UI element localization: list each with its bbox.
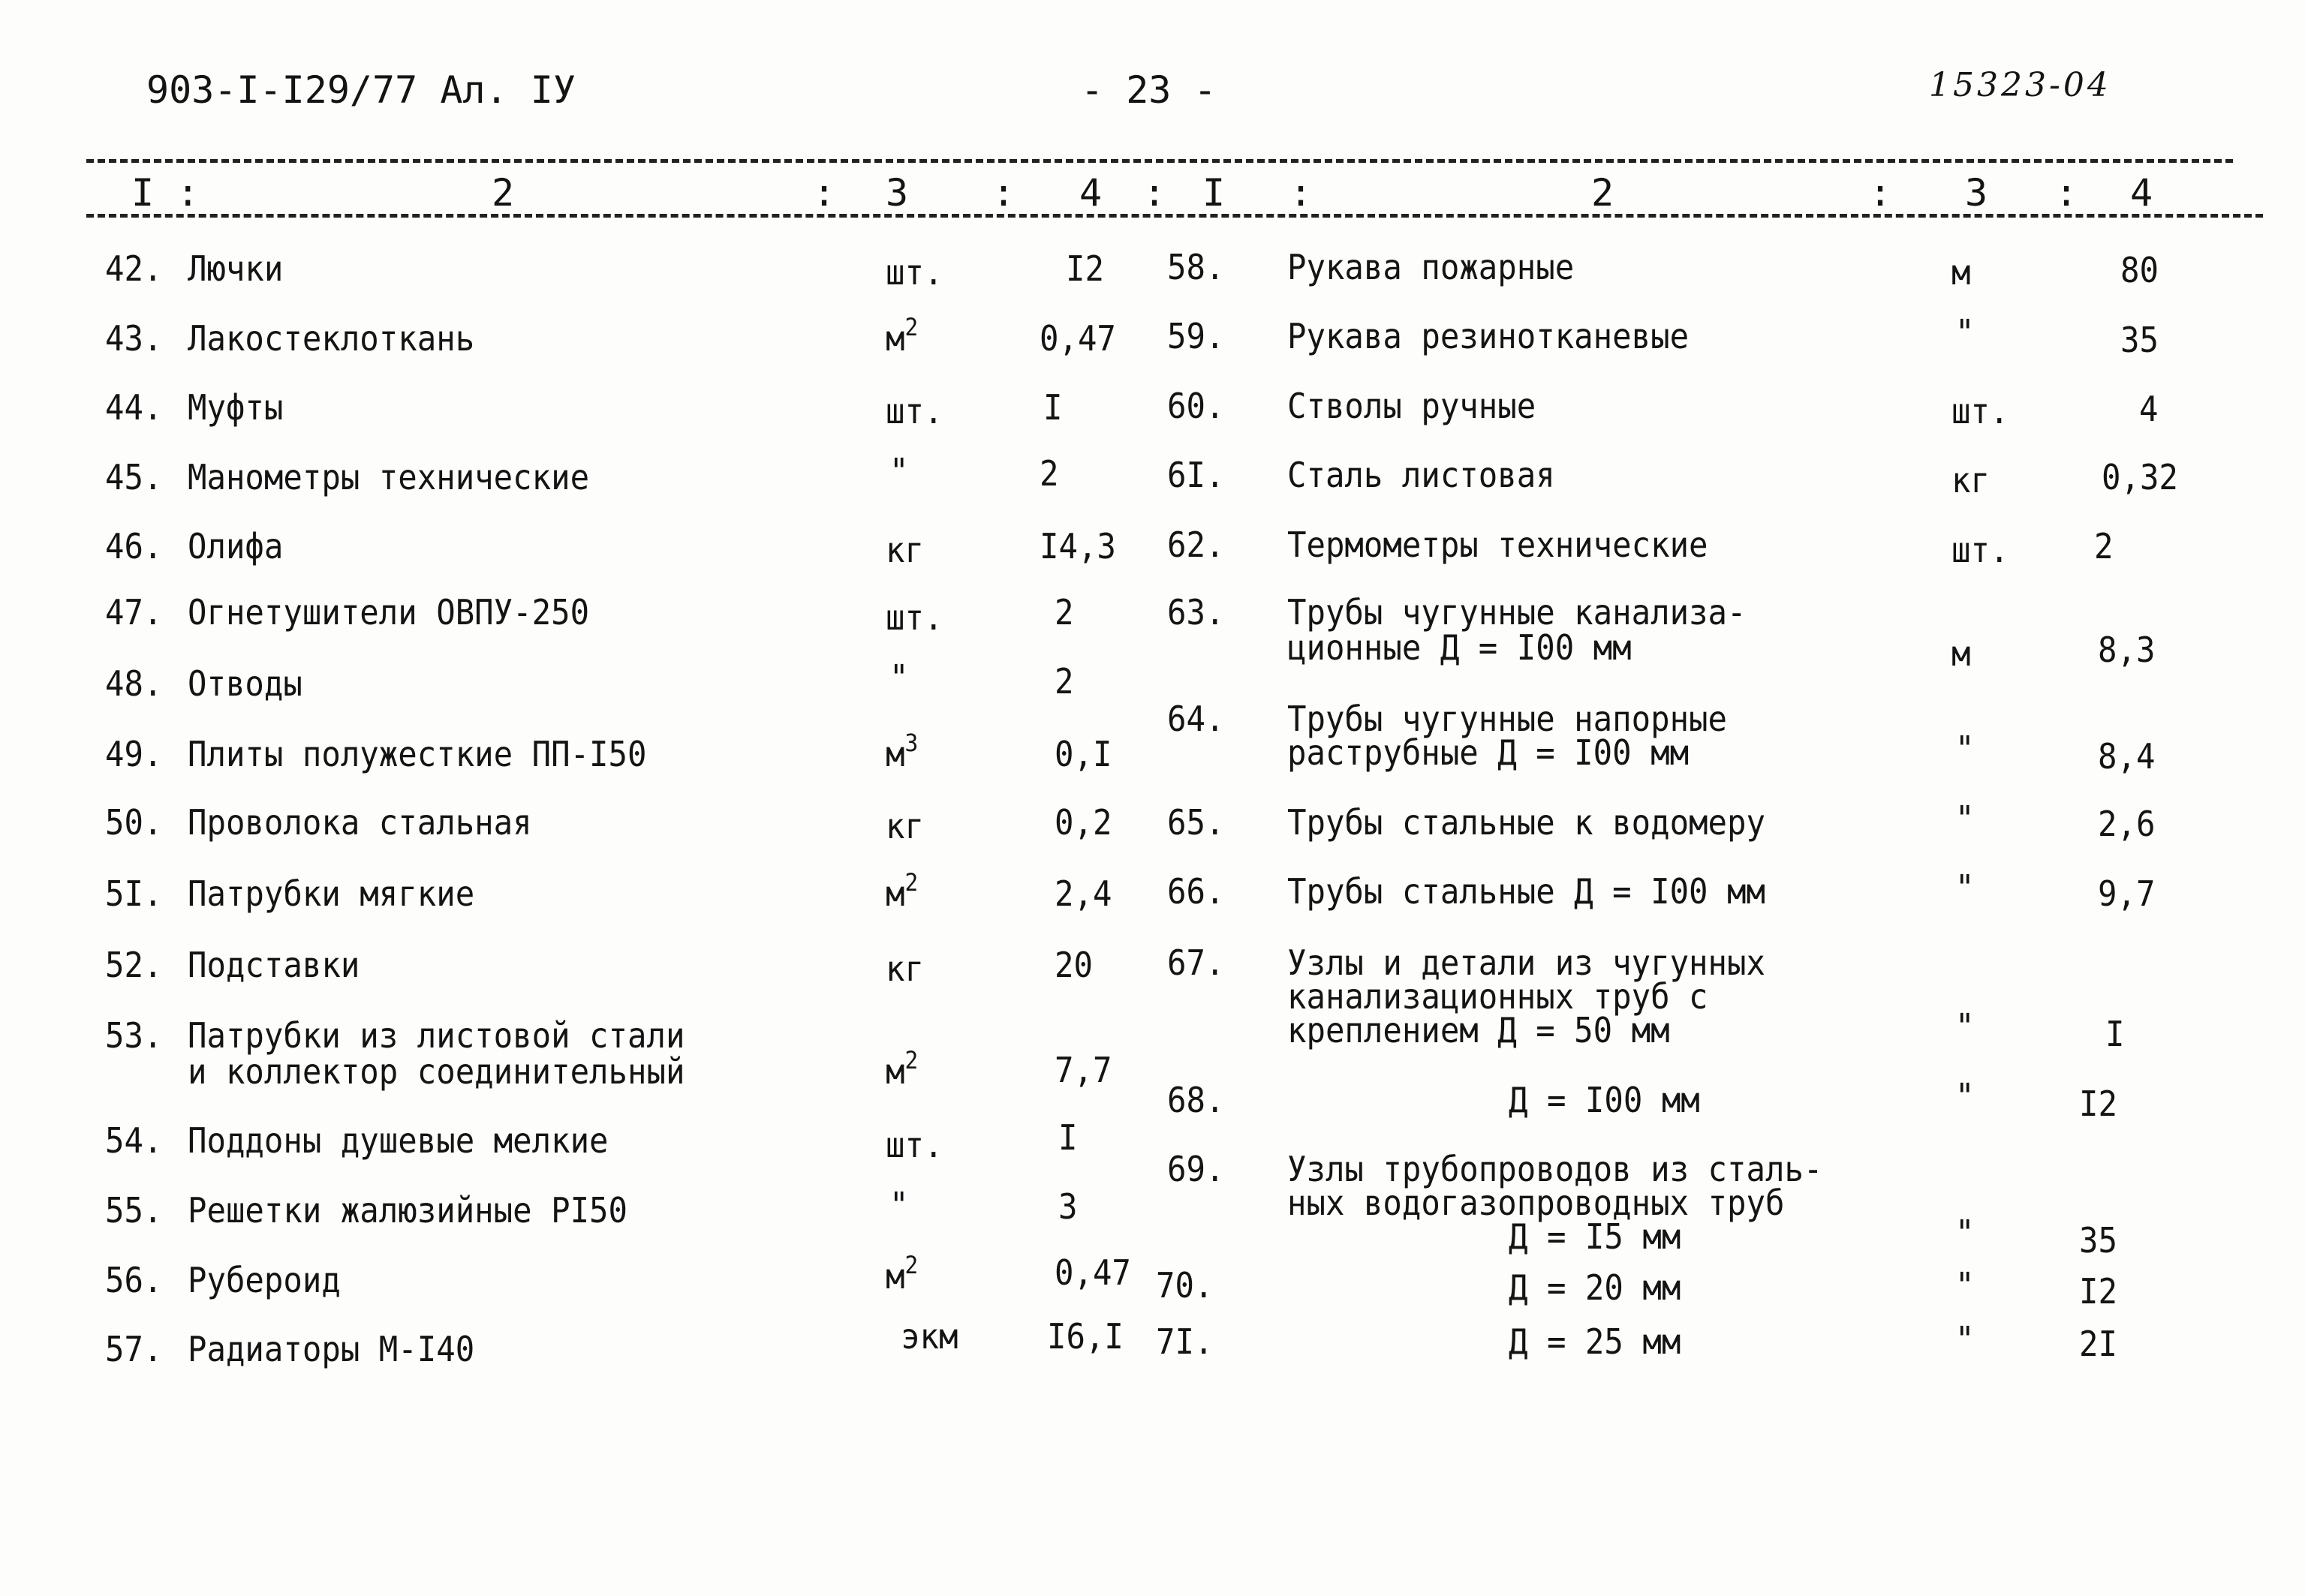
item-name: Отводы (188, 663, 302, 704)
item-number: 65. (1167, 802, 1225, 843)
item-name-continued: раструбные Д = I00 мм (1287, 732, 1690, 773)
item-quantity: 4 (2139, 389, 2159, 429)
item-unit: кг (886, 948, 924, 989)
item-unit: шт. (1951, 530, 2009, 570)
item-number: 66. (1167, 871, 1225, 912)
item-quantity: 2 (2094, 526, 2114, 567)
item-unit: " (1955, 1006, 1975, 1047)
item-unit: экм (901, 1316, 958, 1357)
item-name: Д = 25 мм (1509, 1321, 1681, 1362)
item-quantity: 2 (1055, 661, 1074, 702)
item-number: 45. (105, 457, 163, 497)
item-name: Лакостеклоткань (188, 318, 475, 359)
item-number: 44. (105, 387, 163, 428)
col-num-3-right: 3 (1965, 171, 1988, 215)
item-name: Трубы чугунные напорные (1287, 699, 1728, 739)
col-sep-right-a: : (1289, 171, 1313, 215)
item-number: 70. (1156, 1265, 1214, 1306)
item-unit: " (889, 451, 909, 491)
item-name: Рубероид (188, 1260, 341, 1300)
item-unit: шт. (886, 252, 943, 293)
item-name-continued: ных водогазопроводных труб (1287, 1183, 1785, 1223)
col-num-3-left: 3 (886, 171, 909, 215)
item-quantity: 0,47 (1040, 318, 1116, 359)
item-name: Д = 20 мм (1509, 1267, 1681, 1308)
item-unit: кг (1951, 460, 1990, 500)
item-unit: " (1955, 1265, 1975, 1306)
item-name: Муфты (188, 387, 284, 428)
item-quantity: 35 (2079, 1220, 2117, 1261)
item-name: Трубы стальные к водомеру (1287, 802, 1765, 843)
item-number: 43. (105, 318, 163, 359)
item-name: Патрубки из листовой стали (188, 1015, 685, 1056)
item-number: 50. (105, 802, 163, 843)
item-quantity: 0,I (1055, 734, 1112, 774)
item-name: Лючки (188, 248, 284, 289)
header-bottom-rule (86, 214, 2263, 218)
item-name-continued: креплением Д = 50 мм (1287, 1010, 1670, 1050)
item-quantity: I2 (1066, 248, 1104, 289)
item-unit: " (1955, 312, 1975, 353)
item-quantity: I (1058, 1117, 1078, 1158)
item-name: Проволока стальная (188, 802, 532, 843)
header-top-rule (86, 159, 2233, 163)
item-unit: $м^2$ (886, 868, 919, 914)
item-unit: " (889, 1185, 909, 1225)
item-quantity: 7,7 (1055, 1050, 1112, 1090)
item-number: 52. (105, 945, 163, 985)
item-unit: шт. (886, 1125, 943, 1165)
item-name: Рукава пожарные (1287, 247, 1575, 287)
item-unit: шт. (886, 597, 943, 638)
item-name: Узлы и детали из чугунных (1287, 942, 1765, 983)
item-number: 58. (1167, 247, 1225, 287)
col-sep-left-a: : (813, 171, 836, 215)
item-name: Поддоны душевые мелкие (188, 1120, 609, 1161)
item-unit: $м^2$ (886, 1046, 919, 1092)
item-quantity: 3 (1058, 1186, 1078, 1227)
item-name: Патрубки мягкие (188, 873, 475, 914)
item-name: Решетки жалюзийные PI50 (188, 1190, 628, 1231)
item-quantity: 20 (1055, 945, 1093, 985)
item-number: 49. (105, 734, 163, 774)
item-unit: м (1951, 633, 1971, 674)
item-name-continued: Д = I5 мм (1509, 1216, 1681, 1257)
item-number: 64. (1167, 699, 1225, 739)
document-code: 903-I-I29/77 Ал. IУ (146, 68, 576, 112)
item-quantity: 8,3 (2098, 630, 2156, 670)
item-name: Манометры технические (188, 457, 590, 497)
item-quantity: 2 (1040, 453, 1059, 494)
item-number: 57. (105, 1329, 163, 1369)
item-name: Подставки (188, 945, 360, 985)
col-num-2-right: 2 (1591, 171, 1614, 215)
item-number: 60. (1167, 386, 1225, 426)
item-number: 42. (105, 248, 163, 289)
col-sep-left-b: : (992, 171, 1016, 215)
col-num-1-right: I (1202, 171, 1226, 215)
item-unit: кг (886, 530, 924, 570)
item-name: Стволы ручные (1287, 386, 1536, 426)
item-unit: " (1955, 798, 1975, 839)
item-number: 7I. (1156, 1321, 1214, 1362)
item-quantity: 2I (2079, 1324, 2117, 1364)
col-sep-right-c: : (2055, 171, 2078, 215)
item-number: 54. (105, 1120, 163, 1161)
item-quantity: 2,6 (2098, 804, 2156, 844)
item-name: Огнетушители ОВПУ-250 (188, 592, 590, 633)
item-unit: кг (886, 806, 924, 846)
col-num-2-left: 2 (492, 171, 515, 215)
col-sep-left-c: : (1143, 171, 1166, 215)
item-quantity: 8,4 (2098, 736, 2156, 777)
item-name: Термометры технические (1287, 524, 1708, 565)
item-unit: " (1955, 1076, 1975, 1117)
item-quantity: I2 (2079, 1271, 2117, 1312)
item-number: 6I. (1167, 455, 1225, 495)
item-number: 69. (1167, 1149, 1225, 1189)
item-unit: $м^3$ (886, 729, 919, 774)
item-number: 47. (105, 592, 163, 633)
item-number: 59. (1167, 316, 1225, 356)
item-quantity: I2 (2079, 1084, 2117, 1124)
item-name-continued: канализационных труб с (1287, 976, 1708, 1017)
item-quantity: I (1043, 387, 1063, 428)
item-quantity: 80 (2120, 250, 2159, 290)
item-number: 53. (105, 1015, 163, 1056)
item-number: 5I. (105, 873, 163, 914)
item-unit: " (1955, 1213, 1975, 1253)
item-unit: " (1955, 729, 1975, 769)
item-unit: " (889, 657, 909, 698)
item-quantity: I4,3 (1040, 526, 1116, 567)
item-number: 68. (1167, 1080, 1225, 1120)
item-name: Плиты полужесткие ПП-I50 (188, 734, 647, 774)
item-unit: м (1951, 252, 1971, 293)
item-quantity: I (2105, 1014, 2125, 1054)
item-quantity: 0,32 (2102, 457, 2178, 497)
col-num-4-right: 4 (2130, 171, 2153, 215)
item-unit: $м^2$ (886, 313, 919, 359)
item-unit: " (1955, 1319, 1975, 1360)
item-quantity: 35 (2120, 320, 2159, 360)
item-name: Узлы трубопроводов из сталь- (1287, 1149, 1823, 1189)
item-number: 55. (105, 1190, 163, 1231)
item-unit: шт. (886, 391, 943, 431)
item-quantity: 0,2 (1055, 802, 1112, 843)
item-unit: " (1955, 867, 1975, 908)
item-name: Трубы стальные Д = I00 мм (1287, 871, 1765, 912)
item-quantity: 0,47 (1055, 1252, 1131, 1293)
item-quantity: 9,7 (2098, 873, 2156, 914)
item-name: Д = I00 мм (1509, 1080, 1700, 1120)
item-number: 56. (105, 1260, 163, 1300)
item-name: Рукава резинотканевые (1287, 316, 1690, 356)
item-quantity: I6,I (1047, 1316, 1124, 1357)
col-sep-right-b: : (1869, 171, 1892, 215)
item-number: 63. (1167, 592, 1225, 633)
item-name-continued: ционные Д = I00 мм (1287, 627, 1632, 668)
item-quantity: 2,4 (1055, 873, 1112, 914)
item-name-continued: и коллектор соединительный (188, 1051, 685, 1092)
item-name: Сталь листовая (1287, 455, 1555, 495)
item-name: Радиаторы М-I40 (188, 1329, 475, 1369)
page-number: - 23 - (1081, 68, 1217, 112)
item-name: Трубы чугунные канализа- (1287, 592, 1747, 633)
item-name: Олифа (188, 526, 284, 567)
item-quantity: 2 (1055, 592, 1074, 633)
col-num-1-left: I : (131, 171, 200, 215)
item-unit: $м^2$ (886, 1251, 919, 1297)
item-number: 46. (105, 526, 163, 567)
item-unit: шт. (1951, 391, 2009, 431)
item-number: 67. (1167, 942, 1225, 983)
handwritten-number: 15323-04 (1929, 66, 2111, 104)
col-num-4-left: 4 (1079, 171, 1103, 215)
item-number: 62. (1167, 524, 1225, 565)
item-number: 48. (105, 663, 163, 704)
